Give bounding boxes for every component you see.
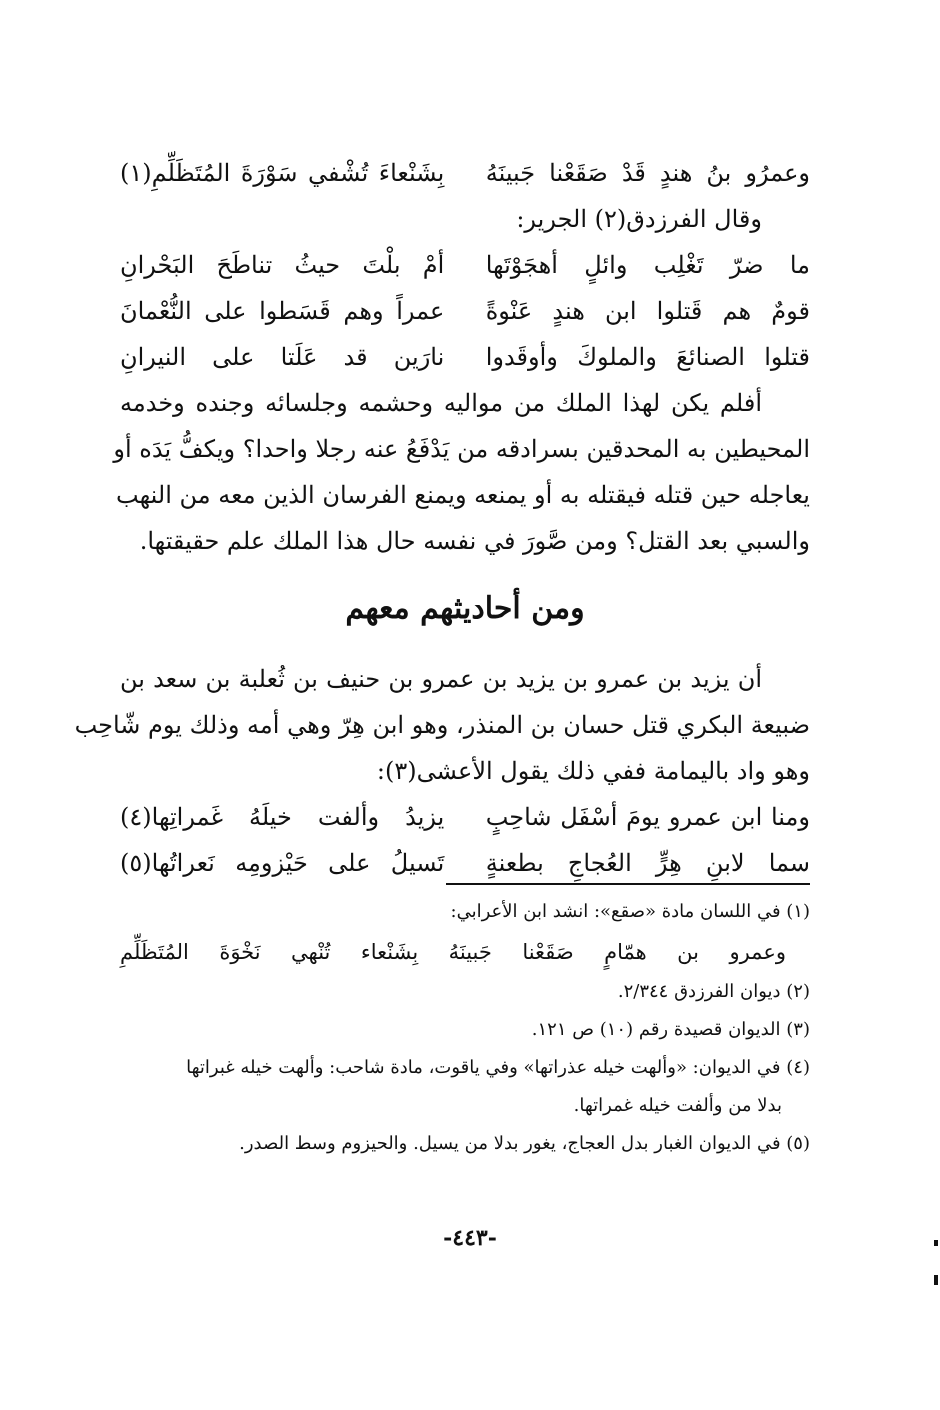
verse-hemistich-right: وعمرُو بنُ هندٍ قَدْ صَقَعْنا جَبينَهُ xyxy=(485,159,810,187)
verse-line xyxy=(120,334,810,380)
footnote-divider xyxy=(446,883,810,885)
footnotes xyxy=(120,893,810,1163)
paragraph-line: ضبيعة البكري قتل حسان بن المنذر، وهو ابن هِرّ وهي أمه وذلك يوم شّاحِب xyxy=(74,711,810,739)
verse-hemistich-right: سما لابنِ هِرٍّ العُجاجِ بطعنةٍ xyxy=(485,849,810,877)
verse-line xyxy=(120,242,810,288)
footnote: (١) في اللسان مادة «صقع»: انشد ابن الأعرابي: xyxy=(450,901,810,922)
scan-mark xyxy=(934,1240,938,1246)
paragraph-line: والسبي بعد القتل؟ ومن صَّورَ في نفسه حال هذا الملك علم حقيقتها. xyxy=(139,527,810,555)
verse-line xyxy=(120,150,810,196)
verse-line xyxy=(120,794,810,840)
footnote: (٥) في الديوان الغبار بدل العجاج، يغور بدلا من يسيل. والحيزوم وسط الصدر. xyxy=(239,1133,810,1154)
paragraph-line: المحيطين به المحدقين بسرادقه من يَدْفَعُ عنه رجلا واحدا؟ ويكفُّ يَدَه أو xyxy=(113,435,810,463)
verse-hemistich-left: يزيدُ وألفت خيلَهُ غَمراتِها(٤) xyxy=(120,803,445,831)
verse-line xyxy=(120,840,810,886)
footnote: (٢) ديوان الفرزدق ٢/٣٤٤. xyxy=(617,981,810,1002)
verse-hemistich-right: ومنا ابن عمرو يومَ أسْفَل شاحِبٍ xyxy=(485,803,810,831)
main-text xyxy=(74,150,810,886)
footnote: (٤) في الديوان: «وألهت خيله عذراتها» وفي ياقوت، مادة شاحب: وألهت خيله غبراتها xyxy=(186,1057,810,1078)
verse-hemistich-left: تَسيلُ على حَيْزومِه نَعراتُها(٥) xyxy=(120,849,445,877)
intro-line: وقال الفرزدق(٢) الجرير: xyxy=(516,205,762,233)
footnote: (٣) الديوان قصيدة رقم (١٠) ص ١٢١. xyxy=(531,1019,810,1040)
verse-hemistich-left: عمراً وهم قَسَطوا على النُّعْمانَ xyxy=(120,297,445,325)
page-number: -٤٤٣- xyxy=(443,1225,497,1251)
paragraph-line: وهو واد باليمامة ففي ذلك يقول الأعشى(٣): xyxy=(376,757,810,785)
verse-hemistich-left: بِشَنْعاءَ تُشْفي سَوْرَةَ المُتَظَلِّمِ(١) xyxy=(120,159,445,187)
verse-hemistich-right: قتلوا الصنائعَ والملوكَ وأوقَدوا xyxy=(485,343,810,371)
verse-line xyxy=(120,288,810,334)
footnote-continuation: بدلا من وألفت خيله غمراتها. xyxy=(573,1095,782,1116)
scan-mark xyxy=(934,1275,938,1285)
paragraph-line: أفلم يكن لهذا الملك من مواليه وحشمه وجلسائه وجنده وخدمه xyxy=(120,389,762,417)
verse-hemistich-left: أمْ بلْتَ حيثُ تناطَحَ البَحْرانِ xyxy=(120,251,445,279)
verse-hemistich-right: ما ضرّ تَغْلِب وائلٍ أهجَوْتَها xyxy=(485,251,810,279)
paragraph-line: يعاجله حين قتله فيقتله به أو يمنعه ويمنع الفرسان الذين معه من النهب xyxy=(116,481,810,509)
section-heading: ومن أحاديثهم معهم xyxy=(345,591,585,626)
verse-hemistich-left: نارَين قد عَلَتا على النيرانِ xyxy=(120,343,445,371)
verse-hemistich-right: قومٌ هم قَتلوا ابن هندٍ عَنْوةً xyxy=(485,297,810,325)
footnote-verse: وعمرو بن همّامٍ صَقَعْنا جَبينَهُ بِشَنْعاء تُنْهي نَخْوَةَ المُتَظَلِّمِ xyxy=(120,940,786,964)
paragraph-line: أن يزيد بن عمرو بن يزيد بن عمرو بن حنيف بن ثُعلبة بن سعد بن xyxy=(120,665,762,693)
